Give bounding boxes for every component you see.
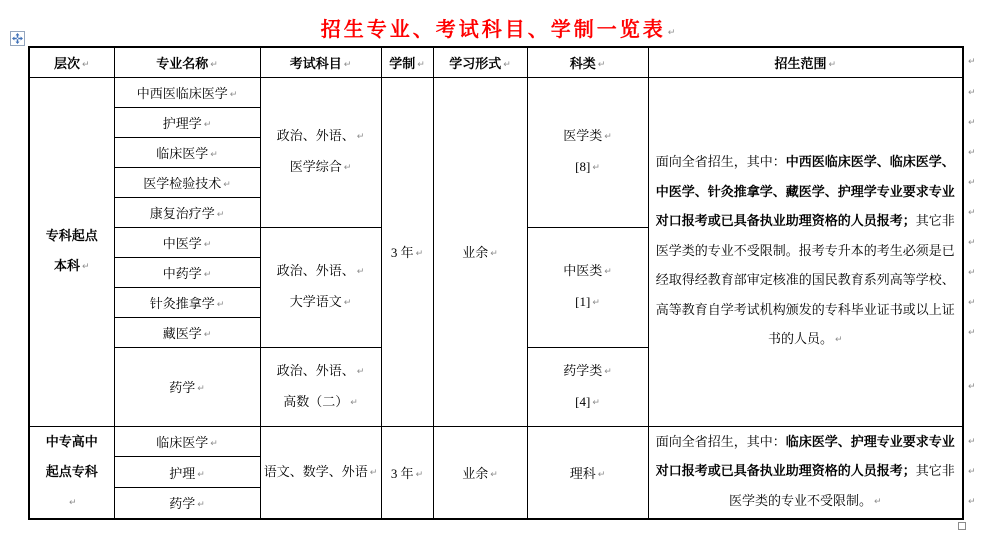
major-cell[interactable]: 中西医临床医学 ↵	[114, 77, 260, 107]
paragraph-mark-icon: ↵	[343, 59, 352, 70]
table-container	[28, 46, 976, 520]
paragraph-mark-icon: ↵	[873, 496, 882, 507]
paragraph-mark-icon: ↵	[592, 298, 600, 308]
major-cell[interactable]: 临床医学 ↵	[114, 137, 260, 167]
paragraph-mark-icon: ↵	[81, 59, 90, 70]
category-cell[interactable]: 医学类 ↵ [8] ↵	[527, 77, 648, 227]
header-major-name[interactable]: 专业名称 ↵	[114, 47, 260, 77]
category-cell[interactable]: 中医类 ↵ [1] ↵	[527, 227, 648, 347]
paragraph-mark-icon: ↵	[503, 59, 511, 70]
admissions-table	[28, 46, 964, 520]
table-row	[29, 426, 963, 457]
row-end-mark-icon: ↵	[968, 328, 976, 338]
row-end-mark-icon: ↵	[968, 208, 976, 218]
header-study-form[interactable]: 学习形式 ↵	[433, 47, 527, 77]
document-title-paragraph[interactable]	[0, 0, 996, 46]
paragraph-mark-icon: ↵	[415, 469, 424, 480]
level-cell[interactable]: 中专高中起点专科↵	[29, 426, 114, 519]
major-cell[interactable]: 康复治疗学 ↵	[114, 197, 260, 227]
four-arrows-icon	[12, 33, 23, 44]
paragraph-mark-icon: ↵	[597, 59, 606, 70]
paragraph-mark-icon: ↵	[197, 469, 205, 480]
paragraph-mark-icon: ↵	[834, 335, 843, 346]
row-end-mark-icon: ↵	[968, 467, 976, 477]
paragraph-mark-icon: ↵	[415, 249, 424, 259]
header-duration[interactable]: 学制 ↵	[381, 47, 433, 77]
paragraph-mark-icon: ↵	[356, 366, 365, 377]
row-end-mark-icon: ↵	[968, 268, 976, 278]
major-cell[interactable]: 护理学 ↵	[114, 107, 260, 137]
major-cell[interactable]: 医学检验技术 ↵	[114, 167, 260, 197]
paragraph-mark-icon: ↵	[592, 397, 600, 408]
paragraph-mark-icon: ↵	[343, 163, 352, 173]
major-cell[interactable]: 护理 ↵	[114, 457, 260, 488]
admission-scope-cell[interactable]	[648, 77, 963, 426]
paragraph-mark-icon: ↵	[210, 59, 218, 70]
paragraph-mark-icon: ↵	[203, 239, 212, 250]
paragraph-mark-icon: ↵	[203, 119, 212, 130]
major-cell[interactable]: 中医学 ↵	[114, 227, 260, 257]
level-cell[interactable]: 专科起点本科 ↵	[29, 77, 114, 426]
study-form-cell[interactable]: 业余 ↵	[433, 426, 527, 519]
admission-scope-cell[interactable]	[648, 426, 963, 519]
paragraph-mark-icon: ↵	[229, 89, 238, 100]
paragraph-mark-icon: ↵	[490, 249, 498, 259]
page-title: 招生专业、考试科目、学制一览表	[320, 19, 666, 41]
table-move-handle-icon[interactable]	[10, 31, 25, 46]
paragraph-mark-icon: ↵	[210, 438, 218, 449]
paragraph-mark-icon: ↵	[356, 132, 365, 142]
paragraph-mark-icon: ↵	[216, 209, 225, 220]
paragraph-mark-icon: ↵	[68, 497, 77, 508]
header-level[interactable]: 层次 ↵	[29, 47, 114, 77]
header-row	[29, 47, 963, 77]
paragraph-mark-icon: ↵	[592, 163, 600, 173]
exam-subjects-cell[interactable]: 政治、外语、 ↵ 医学综合 ↵	[260, 77, 381, 227]
paragraph-mark-icon: ↵	[81, 262, 90, 272]
paragraph-mark-icon: ↵	[369, 467, 378, 478]
category-cell[interactable]: 药学类 ↵ [4] ↵	[527, 347, 648, 426]
major-cell[interactable]: 临床医学 ↵	[114, 426, 260, 457]
paragraph-mark-icon: ↵	[667, 28, 676, 38]
paragraph-mark-icon: ↵	[350, 397, 358, 408]
paragraph-mark-icon: ↵	[343, 298, 352, 308]
major-cell[interactable]: 中药学 ↵	[114, 257, 260, 287]
paragraph-mark-icon: ↵	[197, 500, 205, 511]
row-end-mark-icon: ↵	[968, 497, 976, 507]
paragraph-mark-icon: ↵	[203, 269, 212, 280]
row-end-mark-icon: ↵	[968, 178, 976, 188]
paragraph-mark-icon: ↵	[223, 179, 231, 190]
header-category[interactable]: 科类 ↵	[527, 47, 648, 77]
table-row	[29, 77, 963, 107]
paragraph-mark-icon: ↵	[490, 469, 498, 480]
row-end-mark-icon: ↵	[968, 118, 976, 128]
header-exam-subjects[interactable]: 考试科目 ↵	[260, 47, 381, 77]
exam-subjects-cell[interactable]: 政治、外语、 ↵ 高数（二） ↵	[260, 347, 381, 426]
paragraph-mark-icon: ↵	[203, 329, 212, 340]
paragraph-mark-icon: ↵	[197, 384, 205, 394]
duration-cell[interactable]: 3 年 ↵	[381, 426, 433, 519]
major-cell[interactable]: 药学 ↵	[114, 488, 260, 519]
paragraph-mark-icon: ↵	[417, 59, 425, 70]
paragraph-mark-icon: ↵	[210, 149, 218, 160]
admission-scope-text: 面向全省招生，其中：临床医学、护理专业要求专业对口报考或已具备执业助理资格的人员报考；其它非医学类的专业不受限制。 ↵	[655, 433, 955, 508]
row-end-mark-icon: ↵	[968, 298, 976, 308]
header-admission-scope[interactable]: 招生范围 ↵	[648, 47, 963, 77]
row-end-mark-icon: ↵	[968, 238, 976, 248]
row-end-mark-icon: ↵	[968, 382, 976, 392]
admission-scope-text: 面向全省招生，其中：中西医临床医学、临床医学、中医学、针灸推拿学、藏医学、护理学专业要求专业对口报考或已具备执业助理资格的人员报考；其它非医学类的专业不受限制。报考专升本的考生必须是已经取得经教育部审定核准的国民教育系列高等学校、高等教育自学考试机构颁发的专科毕业证书或以上证书的人员。 ↵	[655, 154, 955, 347]
major-cell[interactable]: 藏医学 ↵	[114, 317, 260, 347]
exam-subjects-cell[interactable]: 政治、外语、 ↵ 大学语文 ↵	[260, 227, 381, 347]
duration-cell[interactable]: 3 年 ↵	[381, 77, 433, 426]
paragraph-mark-icon: ↵	[356, 267, 365, 277]
row-end-mark-icon: ↵	[968, 148, 976, 158]
study-form-cell[interactable]: 业余 ↵	[433, 77, 527, 426]
paragraph-mark-icon: ↵	[597, 469, 606, 480]
paragraph-mark-icon: ↵	[828, 59, 837, 70]
category-cell[interactable]: 理科 ↵	[527, 426, 648, 519]
row-end-mark-icon: ↵	[968, 57, 976, 67]
table-resize-handle[interactable]	[958, 522, 966, 530]
row-end-mark-icon: ↵	[968, 88, 976, 98]
paragraph-mark-icon: ↵	[604, 267, 612, 277]
paragraph-mark-icon: ↵	[604, 366, 612, 377]
major-cell[interactable]: 针灸推拿学 ↵	[114, 287, 260, 317]
exam-subjects-cell[interactable]: 语文、数学、外语 ↵	[260, 426, 381, 519]
row-end-mark-icon: ↵	[968, 437, 976, 447]
major-cell[interactable]: 药学 ↵	[114, 347, 260, 426]
paragraph-mark-icon: ↵	[604, 132, 612, 142]
paragraph-mark-icon: ↵	[216, 299, 225, 310]
